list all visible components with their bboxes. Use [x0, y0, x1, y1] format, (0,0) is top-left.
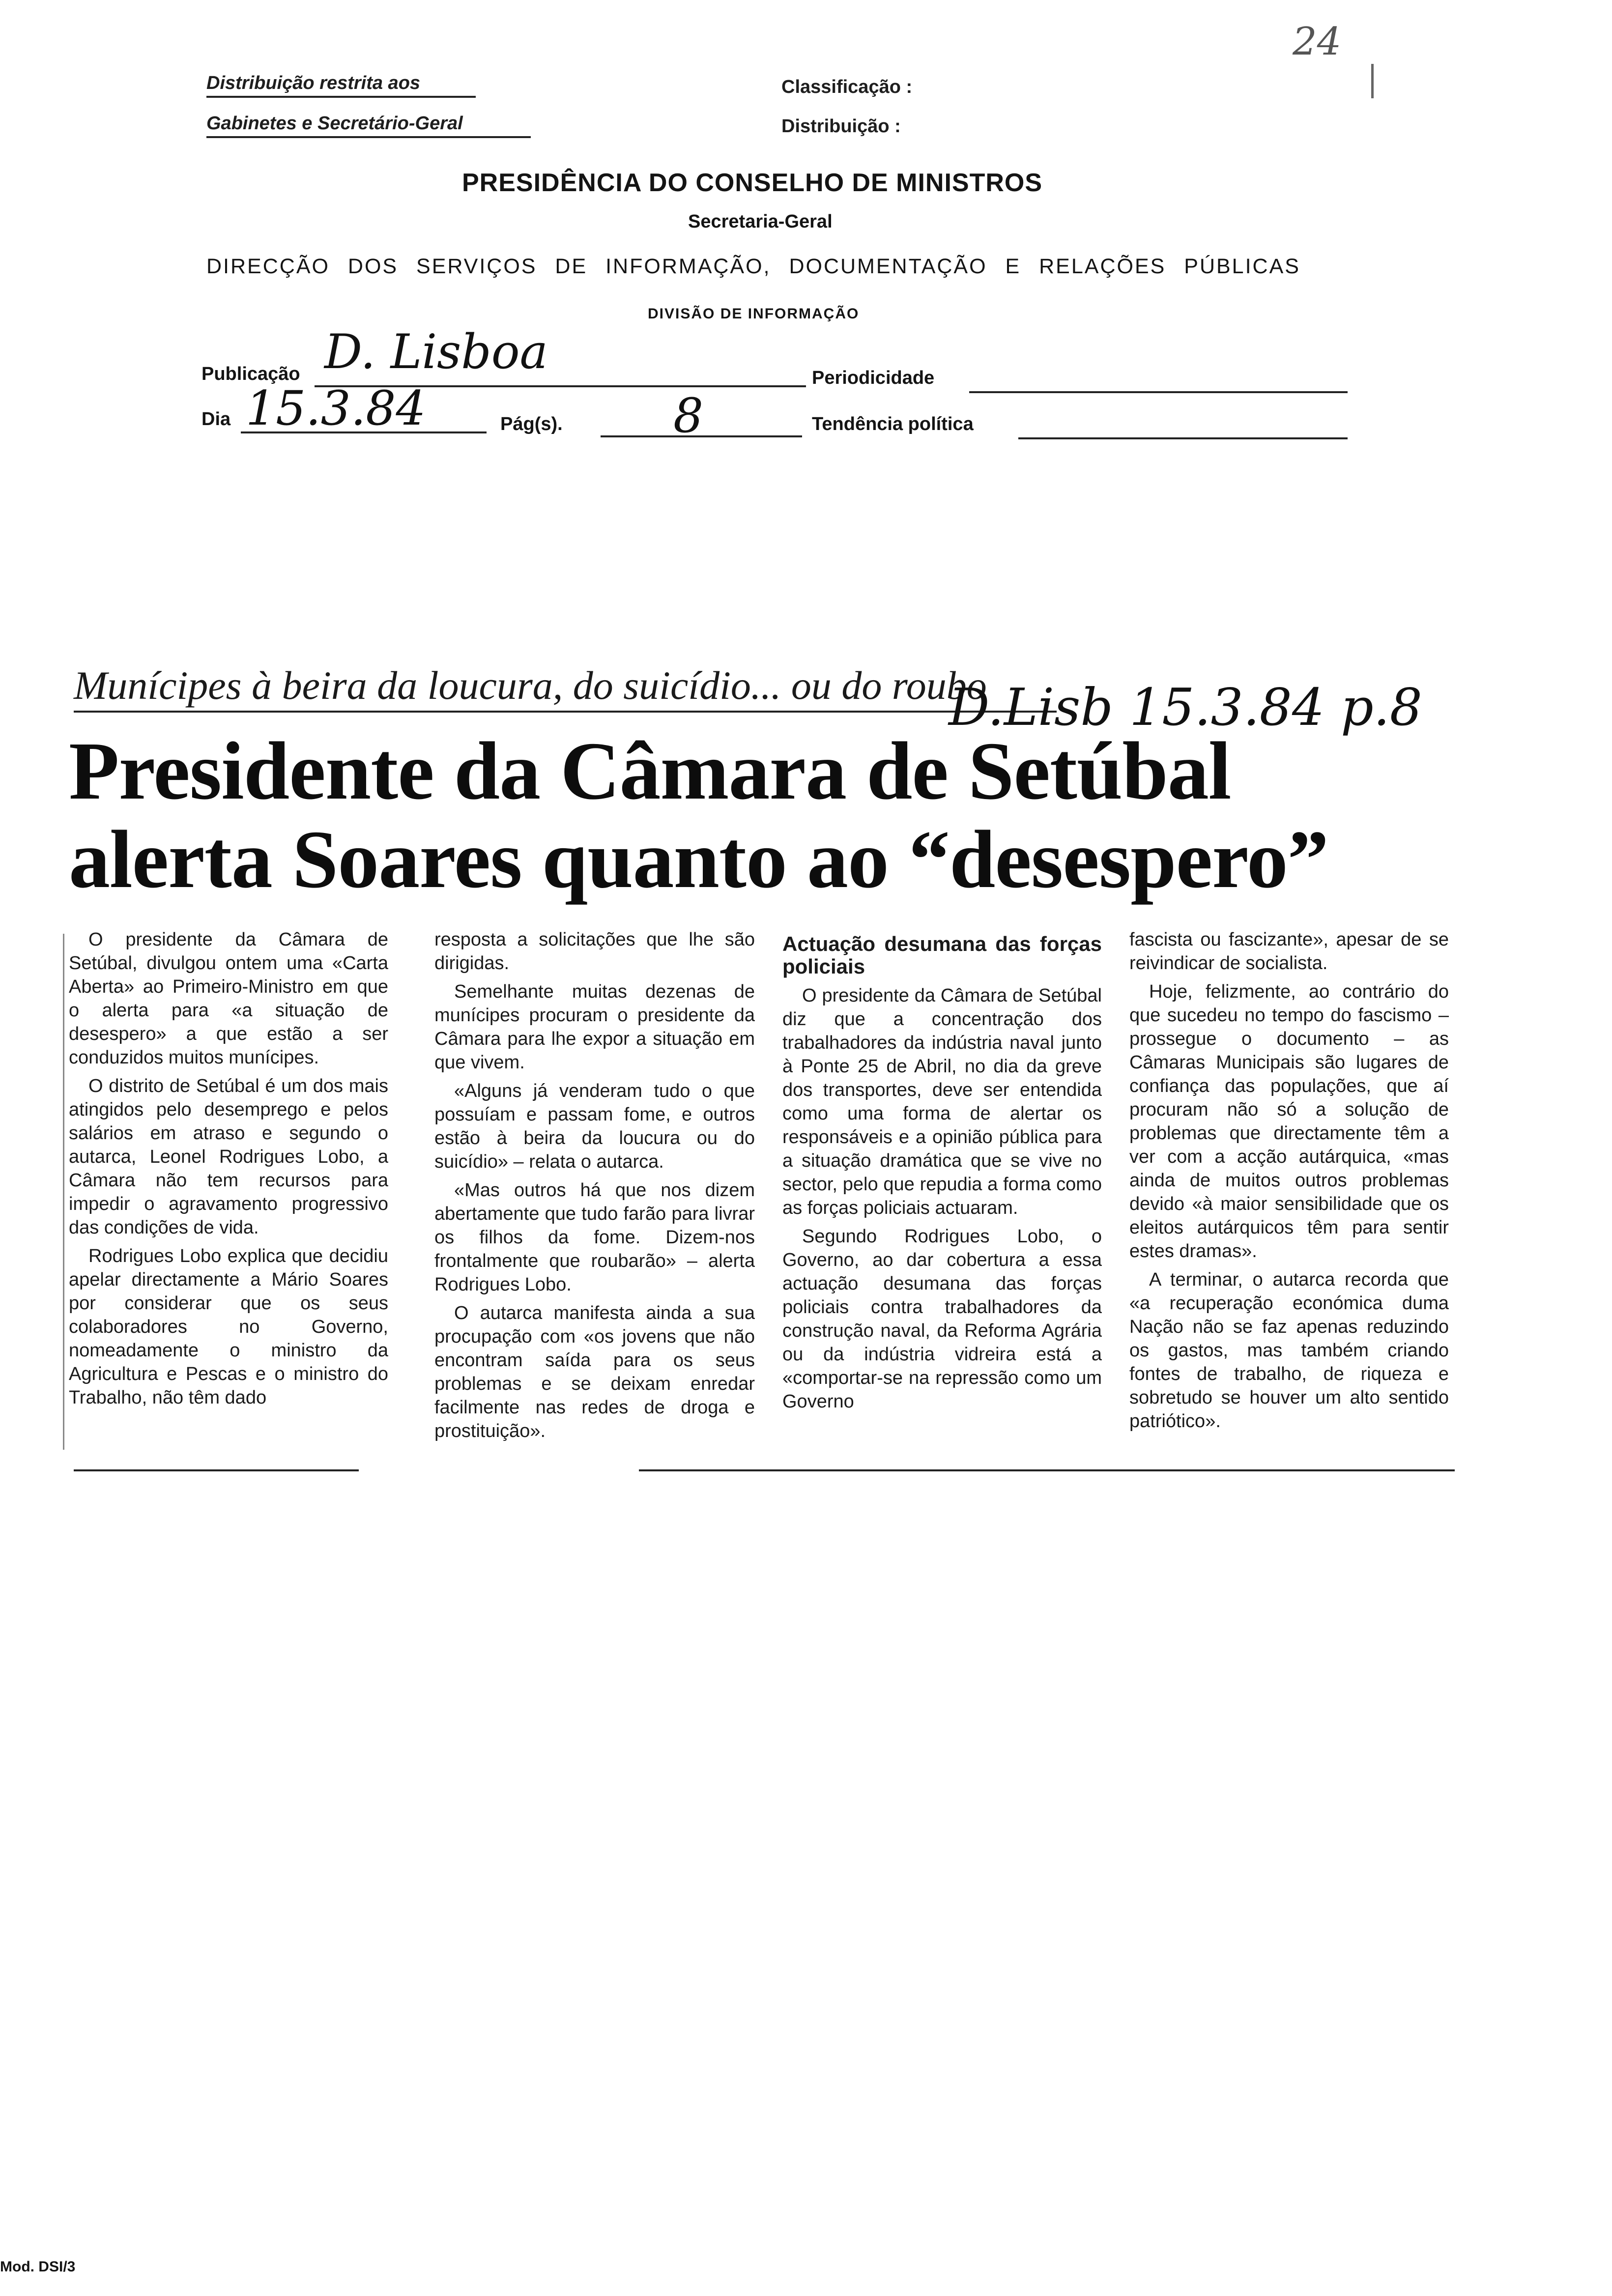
tendencia-line — [1018, 437, 1348, 439]
corner-mark — [1371, 64, 1374, 98]
article-column-4 — [1129, 928, 1449, 1438]
col3-paragraph: O presidente da Câmara de Setúbal diz que a concentração dos trabalhadores da indústria naval junto à Ponte 25 de Abril, no dia da greve dos transportes, deve ser entendida como uma forma de alertar os responsáveis e a opinião pública para a situação dramática que se vive no sector, pelo que repudia a forma como as forças policiais actuaram. — [782, 985, 1102, 1218]
stamp-annotation: D.Lisb 15.3.84 p.8 — [949, 677, 1422, 737]
headline-line-2: alerta Soares quanto ao “desespero” — [69, 814, 1328, 905]
col4-paragraph: A terminar, o autarca recorda que «a recuperação económica duma Nação não se faz apenas reduzindo os gastos, mas também criando fontes de trabalho, de riqueza e sobretudo se houver um alto sentido patriótico». — [1129, 1269, 1449, 1432]
col4-paragraph: fascista ou fascizante», apesar de se reivindicar de socialista. — [1129, 929, 1449, 974]
form-code: Mod. DSI/3 — [0, 2259, 76, 2275]
article-column-3 — [782, 928, 1102, 1418]
article-kicker: Munícipes à beira da loucura, do suicídio... ou do roubo — [74, 662, 1057, 713]
article-column-2 — [434, 928, 755, 1448]
classificacao-label: Classificação : — [781, 77, 913, 97]
corner-handwritten-number: 24 — [1293, 20, 1342, 64]
article-end-rule-right — [639, 1469, 1455, 1471]
distribuicao-label: Distribuição : — [781, 116, 901, 137]
ministry-title: PRESIDÊNCIA DO CONSELHO DE MINISTROS — [462, 169, 1043, 197]
tendencia-label: Tendência política — [812, 414, 974, 434]
col1-paragraph: Rodrigues Lobo explica que decidiu apelar directamente a Mário Soares por considerar que os seus colaboradores no Governo, nomeadamente o ministro da Agricultura e Pescas e o ministro do Trabalho, não têm dado — [69, 1246, 388, 1408]
col3-paragraph: Segundo Rodrigues Lobo, o Governo, ao dar cobertura a essa actuação desumana das forças policiais contra trabalhadores da construção naval, da Reforma Agrária ou da indústria vidreira está a «comportar-se na repressão como um Governo — [782, 1226, 1102, 1412]
col2-paragraph: O autarca manifesta ainda a sua procupação com «os jovens que não encontram saída para os seus problemas e se deixam enredar facilmente nas redes de droga e prostituição». — [434, 1303, 755, 1441]
headline-line-1: Presidente da Câmara de Setúbal — [69, 725, 1231, 817]
secretaria-geral: Secretaria-Geral — [688, 211, 833, 232]
publicacao-handwritten-value: D. Lisboa — [324, 324, 548, 379]
col1-paragraph: O distrito de Setúbal é um dos mais atingidos pelo desemprego e pelos salários em atraso e segundo o autarca, Leonel Rodrigues Lobo, a Câmara não tem recursos para impedir o agravamento progressivo das condições de vida. — [69, 1076, 388, 1238]
divisao-informacao: DIVISÃO DE INFORMAÇÃO — [648, 306, 860, 322]
pags-label: Pág(s). — [500, 414, 563, 434]
restricted-line-1: Distribuição restrita aos — [206, 73, 476, 98]
article-end-rule-left — [74, 1469, 359, 1471]
col2-paragraph: resposta a solicitações que lhe são dirigidas. — [434, 929, 755, 974]
col2-paragraph: Semelhante muitas dezenas de munícipes procuram o presidente da Câmara para lhe expor a situação em que vivem. — [434, 981, 755, 1073]
col2-paragraph: «Alguns já venderam tudo o que possuíam e passam fome, e outros estão à beira da loucura ou do suicídio» – relata o autarca. — [434, 1081, 755, 1172]
dia-label: Dia — [202, 409, 231, 430]
pags-handwritten-value: 8 — [673, 388, 704, 443]
direccao-line: DIRECÇÃO DOS SERVIÇOS DE INFORMAÇÃO, DOCUMENTAÇÃO E RELAÇÕES PÚBLICAS — [206, 255, 1300, 278]
article-column-1 — [69, 928, 388, 1414]
col4-paragraph: Hoje, felizmente, ao contrário do que sucedeu no tempo do fascismo – prossegue o documento – as Câmaras Municipais são lugares de confiança das populações, que aí procuram não só a solução de problemas que directamente têm a ver com a acção autárquica, «mas ainda de muitos outros problemas devido «à maior sensibilidade que os eleitos autárquicos têm para sentir estes dramas». — [1129, 981, 1449, 1262]
periodicidade-line — [969, 391, 1348, 393]
restricted-line-2: Gabinetes e Secretário-Geral — [206, 113, 531, 138]
col2-paragraph: «Mas outros há que nos dizem abertamente que tudo farão para livrar os filhos da fome. Dizem-nos frontalmente que roubarão» – alerta Rodrigues Lobo. — [434, 1180, 755, 1295]
periodicidade-label: Periodicidade — [812, 368, 935, 388]
margin-rule-left — [63, 934, 64, 1450]
section-heading: Actuação desumana das forças policiais — [782, 932, 1102, 978]
dia-handwritten-value: 15.3.84 — [246, 381, 426, 436]
col1-paragraph: O presidente da Câmara de Setúbal, divulgou ontem uma «Carta Aberta» ao Primeiro-Ministro em que o alerta para «a situação de desespero» a que estão a ser conduzidos muitos munícipes. — [69, 929, 388, 1068]
publicacao-label: Publicação — [202, 364, 300, 384]
